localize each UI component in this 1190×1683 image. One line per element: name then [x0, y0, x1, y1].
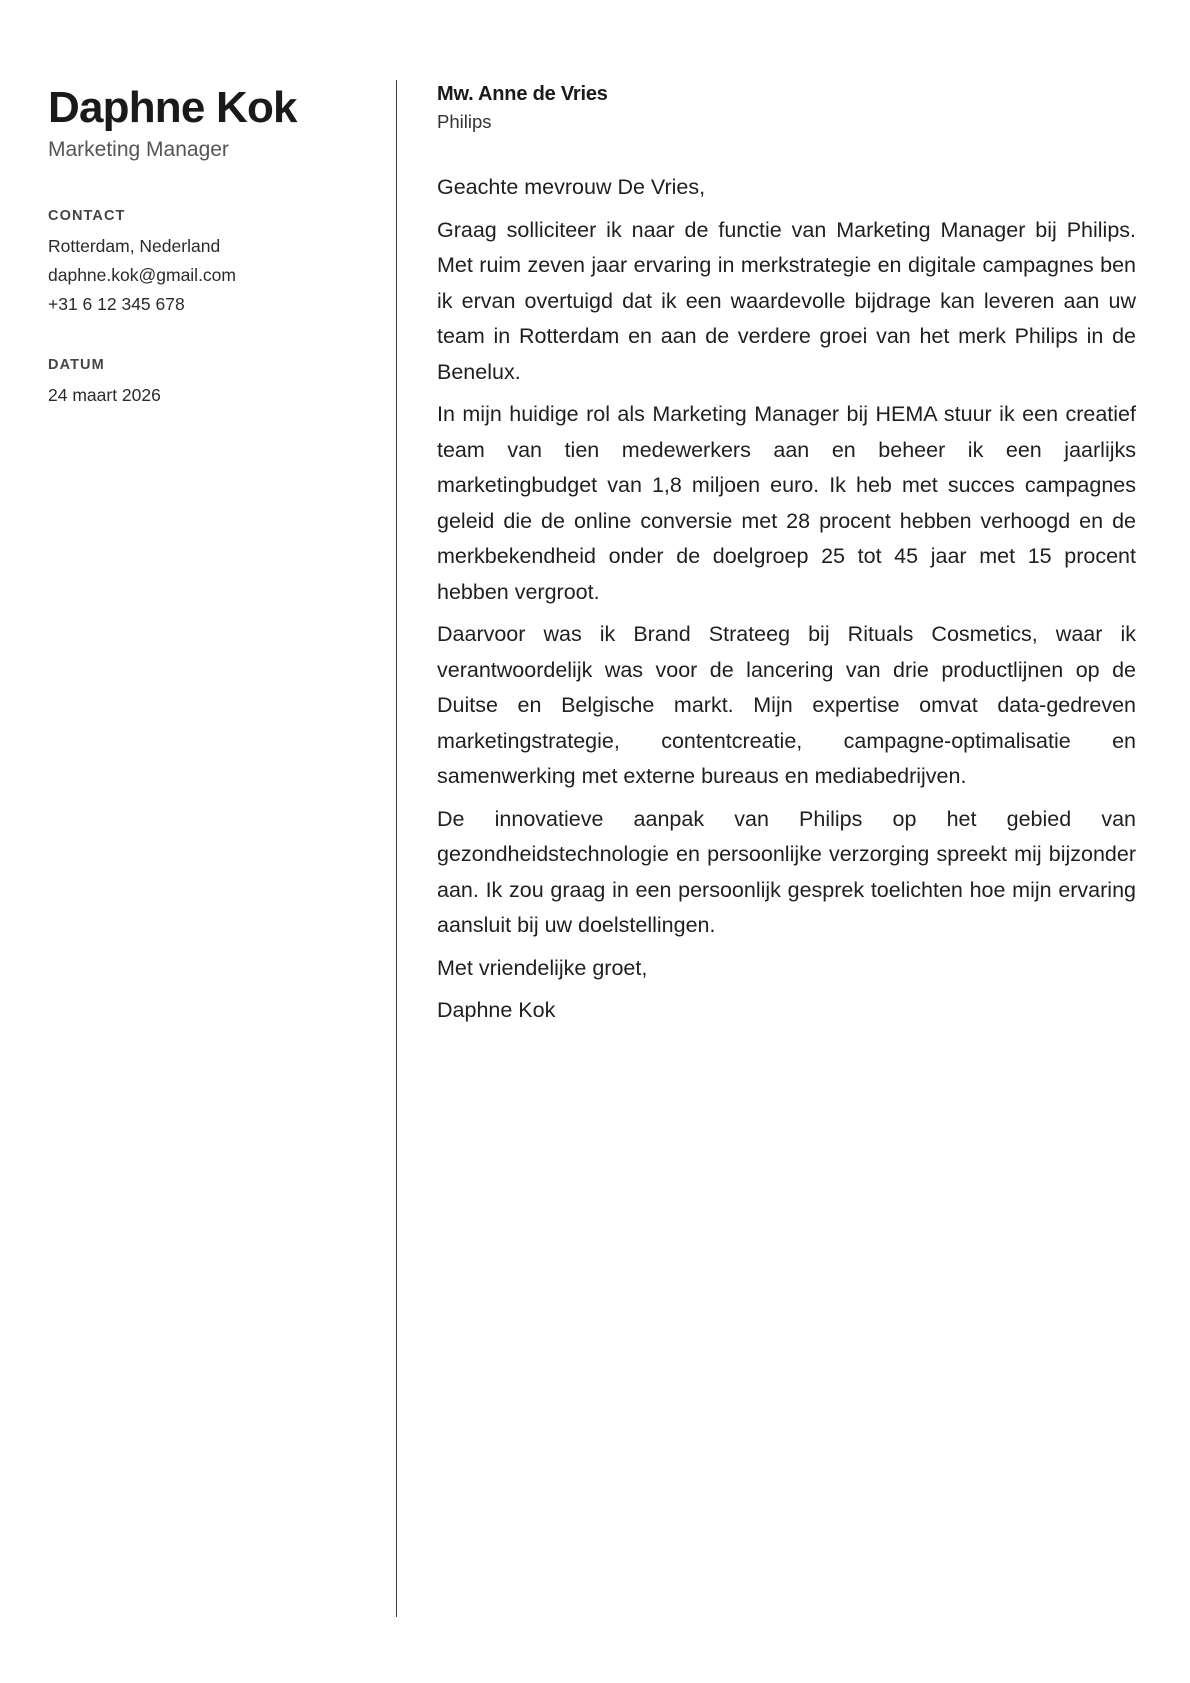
salutation: Geachte mevrouw De Vries, [437, 175, 706, 199]
vertical-divider [396, 80, 397, 1617]
body-paragraph: In mijn huidige rol als Marketing Manager bij HEMA stuur ik een creatief team van tien medewerkers aan en beheer ik een jaarlijks marketingbudget van 1,8 miljoen euro. Ik heb met succes campagnes geleid die de online conversie met 28 procent hebben verhoogd en de merkbekendheid onder de doelgroep 25 tot 45 jaar met 15 procent hebben vergroot. [437, 402, 1136, 604]
letter-content [437, 80, 1136, 1029]
letter-body [437, 170, 1136, 1029]
body-paragraph: Daarvoor was ik Brand Strateeg bij Rituals Cosmetics, waar ik verantwoordelijk was voor de lancering van drie productlijnen op de Duitse en Belgische markt. Mijn expertise omvat data-gedreven marketingstrategie, contentcreatie, campagne-optimalisatie en samenwerking met externe bureaus en mediabedrijven. [437, 622, 1136, 788]
letter-date: 24 maart 2026 [48, 385, 161, 405]
sidebar [48, 82, 378, 410]
closing: Met vriendelijke groet, [437, 955, 648, 980]
date-heading: DATUM [48, 357, 105, 373]
contact-location: Rotterdam, Nederland [48, 236, 221, 256]
date-section [48, 355, 378, 410]
applicant-role: Marketing Manager [48, 138, 229, 161]
contact-email: daphne.kok@gmail.com [48, 265, 236, 285]
applicant-name: Daphne Kok [48, 83, 297, 132]
body-paragraph: De innovatieve aanpak van Philips op het gebied van gezondheidstechnologie en persoonlijke verzorging spreekt mij bijzonder aan. Ik zou graag in een persoonlijk gesprek toelichten hoe mijn ervaring aansluit bij uw doelstellingen. [437, 806, 1136, 937]
recipient-name: Mw. Anne de Vries [437, 83, 608, 105]
contact-section [48, 206, 378, 319]
contact-phone: +31 6 12 345 678 [48, 294, 185, 314]
recipient-company: Philips [437, 111, 492, 132]
body-paragraph: Graag solliciteer ik naar de functie van Marketing Manager bij Philips. Met ruim zeven jaar ervaring in merkstrategie en digitale campagnes ben ik ervan overtuigd dat ik een waardevolle bijdrage kan leveren aan uw team in Rotterdam en aan de verdere groei van het merk Philips in de Benelux. [437, 217, 1136, 384]
signature: Daphne Kok [437, 998, 556, 1022]
contact-heading: CONTACT [48, 208, 126, 224]
